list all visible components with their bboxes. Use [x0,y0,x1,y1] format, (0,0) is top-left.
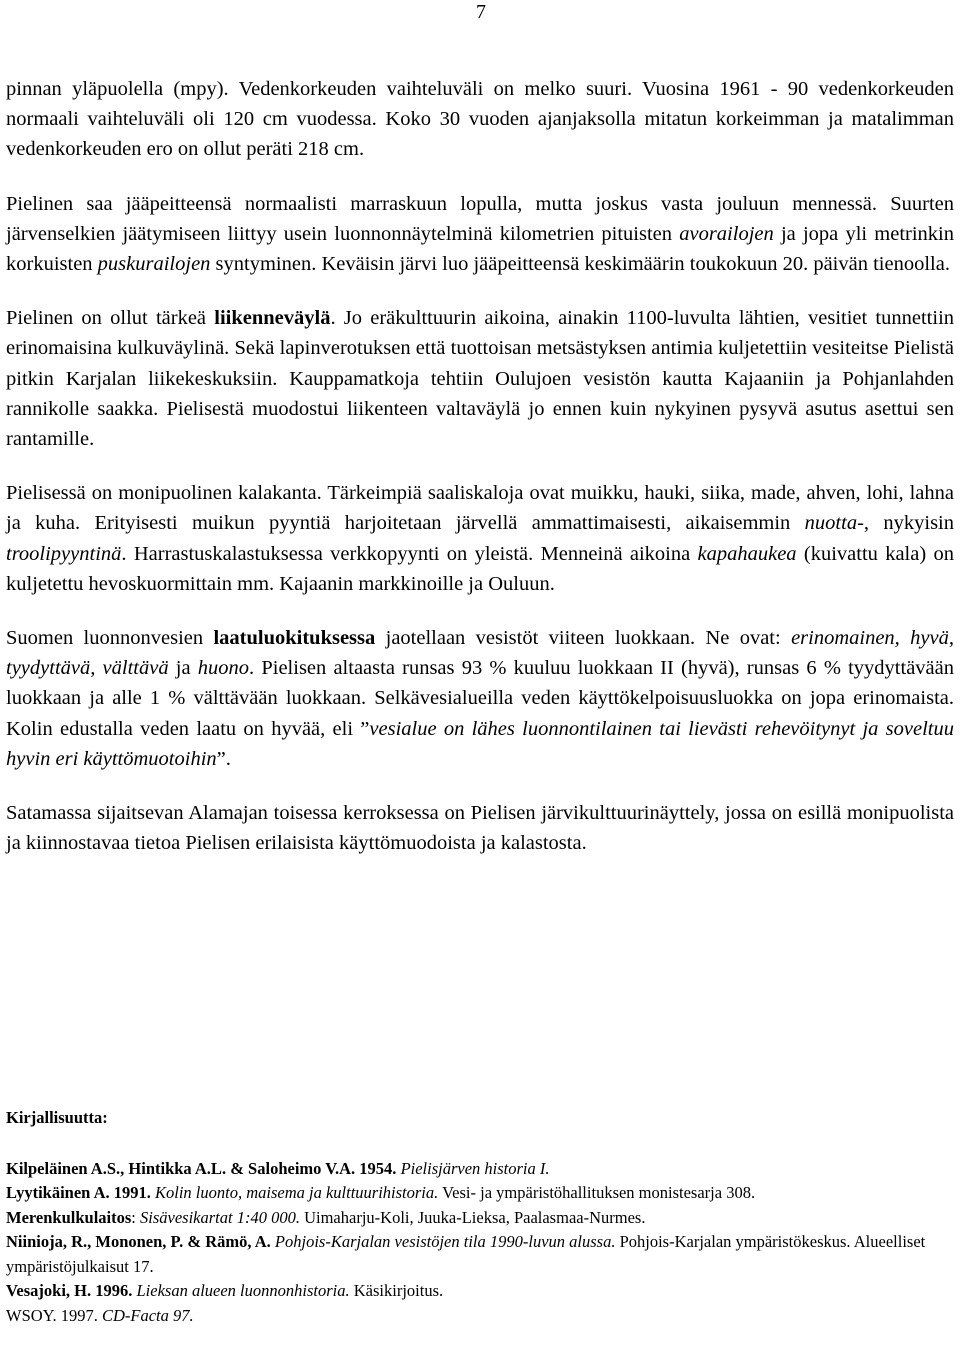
text-run: Vesi- ja ympäristöhallituksen monistesarja 308. [438,1183,756,1202]
italic-text: Kolin luonto, maisema ja kulttuurihistoria. [155,1183,439,1202]
text-run: ja jopa yli metrinkin korkuisten [6,222,954,276]
text-run: WSOY. 1997. [6,1305,102,1325]
italic-text: Pielisjärven historia I. [400,1158,550,1178]
text-run: : [131,1207,141,1227]
text-run: Pielinen saa jääpeitteensä normaalisti marraskuun lopulla, mutta joskus vasta jouluun mennessä. Suurten järvenselkien jäätymiseen liittyy usein luonnonnäytelminä kilometrien pituisten [6,192,954,245]
italic-text: puskurailojen [97,253,211,276]
text-run: pinnan yläpuolella (mpy). Vedenkorkeuden vaihteluväli on melko suuri. Vuosina 1961 - 90 vedenkorkeuden normaali vaihteluväli oli 120 cm vuodessa. Koko 30 vuoden ajanjaksolla mitatun korkeimman ja matalimman vedenkorkeuden ero on ollut peräti 218 cm. [6,78,954,161]
paragraph [6,478,954,599]
text-run: -, nykyisin [857,512,955,535]
bold-text: Merenkulkulaitos [6,1207,132,1227]
italic-text: Sisävesikartat 1:40 000. [140,1207,300,1227]
paragraph [6,74,954,165]
text-run: ja [168,657,198,680]
italic-text: Lieksan alueen luonnonhistoria. [136,1281,350,1300]
references-list [6,1157,954,1329]
italic-text: avorailojen [679,222,774,245]
reference-entry [6,1181,954,1206]
text-run: Pohjois-Karjalan ympäristökeskus. Alueelliset ympäristöjulkaisut 17. [6,1232,926,1276]
text-run: (kuivattu kala) on kuljetettu hevoskuormittain mm. Kajaanin markkinoille ja Ouluun. [6,542,954,595]
reference-entry [6,1230,954,1279]
bold-text: laatuluokituksessa [213,627,376,650]
text-run: Käsikirjoitus. [349,1281,444,1300]
bold-text: Vesajoki, H. 1996. [6,1281,133,1300]
reference-entry [6,1206,954,1231]
paragraph [6,623,954,774]
bold-text: Niinioja, R., Mononen, P. & Rämö, A. [6,1232,271,1251]
paragraph [6,189,954,280]
bold-text: Lyytikäinen A. 1991. [6,1183,151,1202]
italic-text: huono [197,657,250,680]
text-run: syntyminen. Keväisin järvi luo jääpeitteensä keskimäärin toukokuun 20. päivän tienoolla. [210,253,950,276]
body-text [6,74,954,858]
bold-text: liikenneväylä [214,307,331,330]
italic-text: nuotta [804,512,858,535]
paragraph [6,303,954,454]
italic-text: kapahaukea [697,542,797,565]
text-run: Satamassa sijaitsevan Alamajan toisessa kerroksessa on Pielisen järvikulttuurinäyttely, jossa on esillä monipuolista ja kiinnostavaa tietoa Pielisen erilaisista käyttömuodoista ja kalastosta. [6,802,954,855]
bold-text: Kilpeläinen A.S., Hintikka A.L. & Saloheimo V.A. 1954. [6,1158,397,1178]
text-run: Uimaharju-Koli, Juuka-Lieksa, Paalasmaa-Nurmes. [299,1207,646,1227]
text-run: Pielinen on ollut tärkeä [6,307,215,330]
italic-text: troolipyyntinä [6,542,122,565]
text-run: . Harrastuskalastuksessa verkkopyynti on yleistä. Menneinä aikoina [121,542,698,565]
text-run: ”. [216,747,231,770]
text-run: Pielisessä on monipuolinen kalakanta. Tärkeimpiä saaliskaloja ovat muikku, hauki, siika, made, ahven, lohi, lahna ja kuha. Erityisesti muikun pyyntiä harjoitetaan järvellä ammattimaisesti, aikaisemmin [6,482,954,535]
italic-text: vesialue on lähes luonnontilainen tai lievästi rehevöitynyt ja soveltuu hyvin eri käyttömuotoihin [6,717,954,770]
text-run: . Pielisen altaasta runsas 93 % kuuluu luokkaan II (hyvä), runsas 6 % tyydyttävään luokkaan ja alle 1 % välttävään luokkaan. Selkävesialueilla veden käyttökelpoisuusluokka on jopa erinomaista. Kolin edustalla veden laatu on hyvää, eli ” [6,657,954,740]
reference-entry [6,1304,954,1329]
reference-entry [6,1157,954,1182]
text-run: . Jo eräkulttuurin aikoina, ainakin 1100-luvulta lähtien, vesitiet tunnettiin erinomaisina kulkuväylinä. Sekä lapinverotuksen että tuottoisan metsästyksen antimia kuljetettiin vesiteitse Pielistä pitkin Karjalan liikekeskuksiin. Kauppamatkoja tehtiin Oulujoen vesistön kautta Kajaaniin ja Pohjanlahden rannikolle saakka. Pielisestä muodostui liikenteen valtaväylä jo ennen kuin nykyinen pysyvä asutus asettui sen rantamille. [6,307,955,451]
text-run: jaotellaan vesistöt viiteen luokkaan. Ne ovat: [375,627,792,650]
references-section [6,1106,954,1328]
references-heading: Kirjallisuutta: [6,1108,108,1127]
reference-entry [6,1279,954,1304]
text-run: Suomen luonnonvesien [6,627,214,650]
paragraph [6,798,954,858]
italic-text: CD-Facta 97. [101,1305,194,1325]
italic-text: Pohjois-Karjalan vesistöjen tila 1990-luvun alussa. [274,1232,616,1251]
page-number: 7 [476,1,486,23]
italic-text: erinomainen, hyvä, tyydyttävä, välttävä [6,627,954,680]
